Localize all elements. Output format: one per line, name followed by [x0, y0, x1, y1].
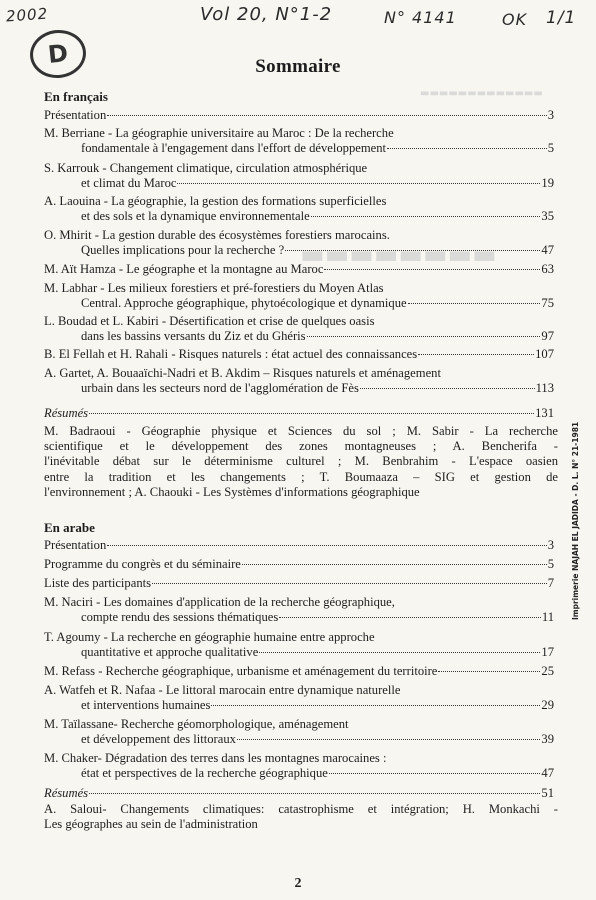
toc-page-number: 75: [541, 296, 554, 310]
toc-entry-text: et développement des littoraux: [81, 732, 236, 746]
toc-entry-text: Résumés: [44, 786, 89, 800]
toc-page-number: 107: [535, 347, 554, 361]
toc-page-number: 113: [535, 381, 554, 395]
handwritten-volume: Vol 20, N°1-2: [200, 4, 333, 25]
toc-entry: [44, 314, 554, 344]
toc-entry-text: T. Agoumy - La recherche en géographie humaine entre approche: [44, 630, 375, 644]
toc-page-number: 7: [547, 576, 554, 590]
toc-entry-line: [44, 406, 554, 421]
toc-entry-text: A. Watfeh et R. Nafaa - Le littoral marocain entre dynamique naturelle: [44, 683, 401, 697]
dot-leader: [237, 739, 540, 740]
toc-entry: [44, 538, 554, 553]
dot-leader: [387, 148, 547, 149]
toc-entry-line: [44, 126, 554, 141]
toc-entry-line: [44, 717, 554, 732]
toc-entry: [44, 664, 554, 679]
toc-entry: [44, 281, 554, 311]
toc-entry-line: [44, 698, 554, 713]
toc-entry: [44, 347, 554, 362]
toc-page-number: 3: [547, 538, 554, 552]
toc-page-number: 3: [547, 108, 554, 122]
handwritten-year: 2002: [5, 4, 49, 26]
toc-entry-text: Programme du congrès et du séminaire: [44, 557, 241, 571]
toc-entry-line: [44, 786, 554, 801]
dot-leader: [329, 773, 541, 774]
toc-entry-line: [44, 630, 554, 645]
toc-entry-text: dans les bassins versants du Ziz et du Ghéris: [81, 329, 306, 343]
toc-entry-line: [44, 262, 554, 277]
toc-entry-line: [44, 381, 554, 396]
toc-entry-line: [44, 538, 554, 553]
toc-entry: [44, 366, 554, 396]
toc-entry-text: O. Mhirit - La gestion durable des écosystèmes forestiers marocains.: [44, 228, 390, 242]
resume-line: l'inévitable débat sur le déterminisme culturel ; M. Benbrahim - L'espace oasien: [44, 454, 558, 469]
toc-entry: [44, 751, 554, 781]
dot-leader: [177, 183, 540, 184]
toc-entry-text: M. Taïlassane- Recherche géomorphologique, aménagement: [44, 717, 349, 731]
toc-page-number: 11: [541, 610, 554, 624]
toc-page-number: 131: [535, 406, 554, 420]
toc-entry: [44, 576, 554, 591]
page-title: Sommaire: [255, 56, 341, 77]
toc-entry-text: état et perspectives de la recherche géographique: [81, 766, 328, 780]
toc-entry-text: fondamentale à l'engagement dans l'effort de développement: [81, 141, 387, 155]
toc-page-number: 19: [541, 176, 554, 190]
toc-entry-text: M. Naciri - Les domaines d'application de la recherche géographique,: [44, 595, 395, 609]
toc-entry-text: L. Boudad et L. Kabiri - Désertification et crise de quelques oasis: [44, 314, 375, 328]
toc-entry: [44, 194, 554, 224]
toc-entry-text: Présentation: [44, 538, 107, 552]
dot-leader: [360, 388, 535, 389]
toc-entry: [44, 717, 554, 747]
dot-leader: [438, 671, 540, 672]
toc-entry-text: et climat du Maroc: [81, 176, 177, 190]
toc-entry-text: Liste des participants: [44, 576, 152, 590]
toc-page-number: 47: [541, 766, 554, 780]
toc-entry: [44, 406, 554, 421]
toc-page-number: 63: [541, 262, 554, 276]
toc-entry-text: compte rendu des sessions thématiques: [81, 610, 279, 624]
toc-page-number: 25: [541, 664, 554, 678]
toc-entry-line: [44, 347, 554, 362]
dot-leader: [285, 250, 540, 251]
toc-entry-line: [44, 576, 554, 591]
toc-entry-text: M. Chaker- Dégradation des terres dans les montagnes marocaines :: [44, 751, 387, 765]
toc-entry-text: quantitative et approche qualitative: [81, 645, 259, 659]
toc-entry-line: [44, 766, 554, 781]
toc-page-number: 5: [547, 141, 554, 155]
toc-entry-line: [44, 329, 554, 344]
toc-entry-text: et des sols et la dynamique environnementale: [81, 209, 310, 223]
handwritten-status: OK: [502, 10, 528, 29]
toc-entry-text: et interventions humaines: [81, 698, 211, 712]
toc-page-number: 97: [541, 329, 554, 343]
toc-entry-text: S. Karrouk - Changement climatique, circulation atmosphérique: [44, 161, 368, 175]
toc-entry-line: [44, 314, 554, 329]
dot-leader: [259, 652, 540, 653]
toc-page-number: 51: [541, 786, 554, 800]
toc-entry-line: [44, 243, 554, 258]
toc-entry: [44, 262, 554, 277]
toc-entry-line: [44, 366, 554, 381]
handwritten-count: 1/1: [546, 8, 577, 28]
toc-entry-text: M. Berriane - La géographie universitaire au Maroc : De la recherche: [44, 126, 394, 140]
toc-entry-line: [44, 664, 554, 679]
dot-leader: [89, 413, 534, 414]
page-number: 2: [294, 876, 302, 891]
toc-entry: [44, 786, 554, 801]
toc-entry-line: [44, 557, 554, 572]
handwritten-number: N° 4141: [384, 8, 457, 27]
dot-leader: [242, 564, 547, 565]
toc-entry: [44, 228, 554, 258]
resume-line: entre la tradition et les changements ; T. Boumaaza – SIG et gestion de: [44, 469, 558, 484]
resume-line: M. Badraoui - Géographie physique et Sciences du sol ; M. Sabir - La recherche: [44, 424, 558, 438]
dot-leader: [324, 269, 540, 270]
dot-leader: [211, 705, 540, 706]
toc-entry-line: [44, 683, 554, 698]
toc-entry-line: [44, 645, 554, 660]
toc-page-number: 39: [541, 732, 554, 746]
toc-entry-line: [44, 194, 554, 209]
toc-entry-line: [44, 209, 554, 224]
resume-line: l'environnement ; A. Chaouki - Les Systèmes d'informations géographique: [44, 484, 420, 499]
toc-page-number: 17: [541, 645, 554, 659]
toc-entry-line: [44, 108, 554, 123]
toc-entry-text: Central. Approche géographique, phytoécologique et dynamique: [81, 296, 407, 310]
toc-entry: [44, 683, 554, 713]
toc-entry-line: [44, 610, 554, 625]
toc-entry-text: Présentation: [44, 108, 107, 122]
toc-entry-text: M. Aït Hamza - Le géographe et la montagne au Maroc: [44, 262, 324, 276]
toc-entry: [44, 557, 554, 572]
dot-leader: [89, 793, 540, 794]
toc-entry-line: [44, 595, 554, 610]
stamp-letter: D: [46, 39, 70, 69]
section-heading-arabic: En arabe: [44, 520, 95, 535]
dot-leader: [311, 216, 541, 217]
french-resumes-paragraph: [44, 424, 558, 500]
toc-entry-line: [44, 732, 554, 747]
toc-entry-line: [44, 141, 554, 156]
toc-entry-line: [44, 296, 554, 311]
resume-line: Les géographes au sein de l'administration: [44, 817, 258, 832]
dot-leader: [307, 336, 541, 337]
toc-entry-text: urbain dans les secteurs nord de l'agglomération de Fès: [81, 381, 359, 395]
toc-entry-text: Quelles implications pour la recherche ?: [81, 243, 285, 257]
dot-leader: [152, 583, 547, 584]
toc-entry-text: Résumés: [44, 406, 89, 420]
toc-entry: [44, 126, 554, 156]
toc-entry-line: [44, 281, 554, 296]
toc-entry: [44, 630, 554, 660]
dot-leader: [107, 545, 546, 546]
toc-entry-text: B. El Fellah et H. Rahali - Risques naturels : état actuel des connaissances: [44, 347, 418, 361]
dot-leader: [107, 115, 546, 116]
toc-page-number: 35: [541, 209, 554, 223]
arabic-resumes-paragraph: [44, 802, 558, 832]
toc-entry-line: [44, 176, 554, 191]
toc-entry-line: [44, 751, 554, 766]
toc-page-number: 47: [541, 243, 554, 257]
section-heading-french: En français: [44, 89, 108, 104]
resume-line: A. Saloui- Changements climatiques: catastrophisme et intégration; H. Monkachi -: [44, 802, 558, 816]
toc-entry-line: [44, 161, 554, 176]
toc-entry-text: A. Gartet, A. Bouaaïchi-Nadri et B. Akdim – Risques naturels et aménagement: [44, 366, 441, 380]
toc-entry: [44, 108, 554, 123]
toc-entry: [44, 161, 554, 191]
dot-leader: [279, 617, 541, 618]
bleed-through-decoration: ▬▬▬▬▬▬▬▬: [300, 240, 497, 270]
dot-leader: [418, 354, 534, 355]
toc-entry-text: M. Labhar - Les milieux forestiers et pré-forestiers du Moyen Atlas: [44, 281, 384, 295]
toc-entry: [44, 595, 554, 625]
dot-leader: [408, 303, 541, 304]
toc-page-number: 5: [547, 557, 554, 571]
toc-entry-text: A. Laouina - La géographie, la gestion des formations superficielles: [44, 194, 387, 208]
bleed-through-decoration: ▬▬▬▬▬▬▬▬▬▬▬▬▬: [420, 88, 543, 99]
toc-entry-line: [44, 228, 554, 243]
toc-entry-text: M. Refass - Recherche géographique, urbanisme et aménagement du territoire: [44, 664, 438, 678]
toc-page-number: 29: [541, 698, 554, 712]
printer-imprint: Imprimerie NAJAH EL JADIDA - D. L. N° 21-1981: [571, 421, 580, 620]
resume-line: scientifique et le développement des zones montagneuses ; A. Bencherifa -: [44, 439, 558, 454]
